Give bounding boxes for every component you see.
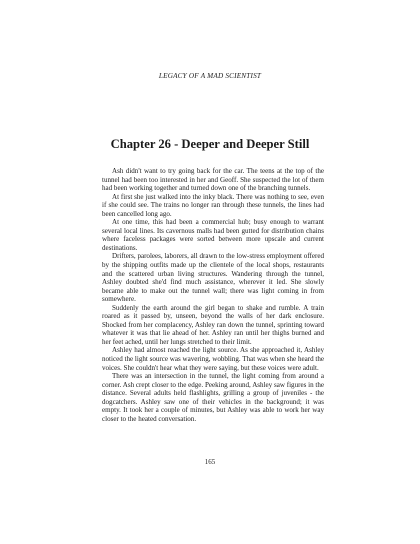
page-number: 165 <box>204 458 216 466</box>
paragraph: Suddenly the earth around the girl began to shake and rumble. A train roared as it passed by, unseen, beyond the walls of her dark enclosure. Shocked from her complacency, Ashley ran down the tunnel, sprinting toward whatever it was that lie ahead of her. Ashley ran until her thighs burned and her feet ached, until her lungs stretched to their limit. <box>102 303 324 346</box>
paragraph: Drifters, parolees, laborers, all drawn to the low-stress employment offered by the shipping outfits made up the clientele of the local shops, restaurants and the scattered urban living structures. Wandering through the tunnel, Ashley doubted she'd find much assistance, wherever it led. She slowly became able to make out the tunnel wall; there was light coming in from somewhere. <box>102 252 324 304</box>
paragraph: Ash didn't want to try going back for the car. The teens at the top of the tunnel had been too interested in her and Geoff. She suspected the lot of them had been working together and turned down one of the branching tunnels. <box>102 167 324 193</box>
chapter-body <box>102 167 324 423</box>
running-header: LEGACY OF A MAD SCIENTIST <box>158 72 262 80</box>
paragraph: At one time, this had been a commercial hub; busy enough to warrant several local lines. Its cavernous malls had been gutted for distribution chains where faceless packages were sorted between more upscale and current destinations. <box>102 218 324 252</box>
paragraph: Ashley had almost reached the light source. As she approached it, Ashley noticed the light source was wavering, wobbling. That was when she heard the voices. She couldn't hear what they were saying, but these voices were adult. <box>102 346 324 372</box>
paragraph: At first she just walked into the inky black. There was nothing to see, even if she could see. The trains no longer ran through these tunnels, the lines had been cancelled long ago. <box>102 192 324 218</box>
paragraph: There was an intersection in the tunnel, the light coming from around a corner. Ash crept closer to the edge. Peeking around, Ashley saw figures in the distance. Several adults held flashlights, grilling a group of juveniles - the dogcatchers. Ashley saw one of their vehicles in the background; it was empty. It took her a couple of minutes, but Ashley was able to work her way closer to the heated conversation. <box>102 372 324 423</box>
chapter-title: Chapter 26 - Deeper and Deeper Still <box>110 137 310 151</box>
